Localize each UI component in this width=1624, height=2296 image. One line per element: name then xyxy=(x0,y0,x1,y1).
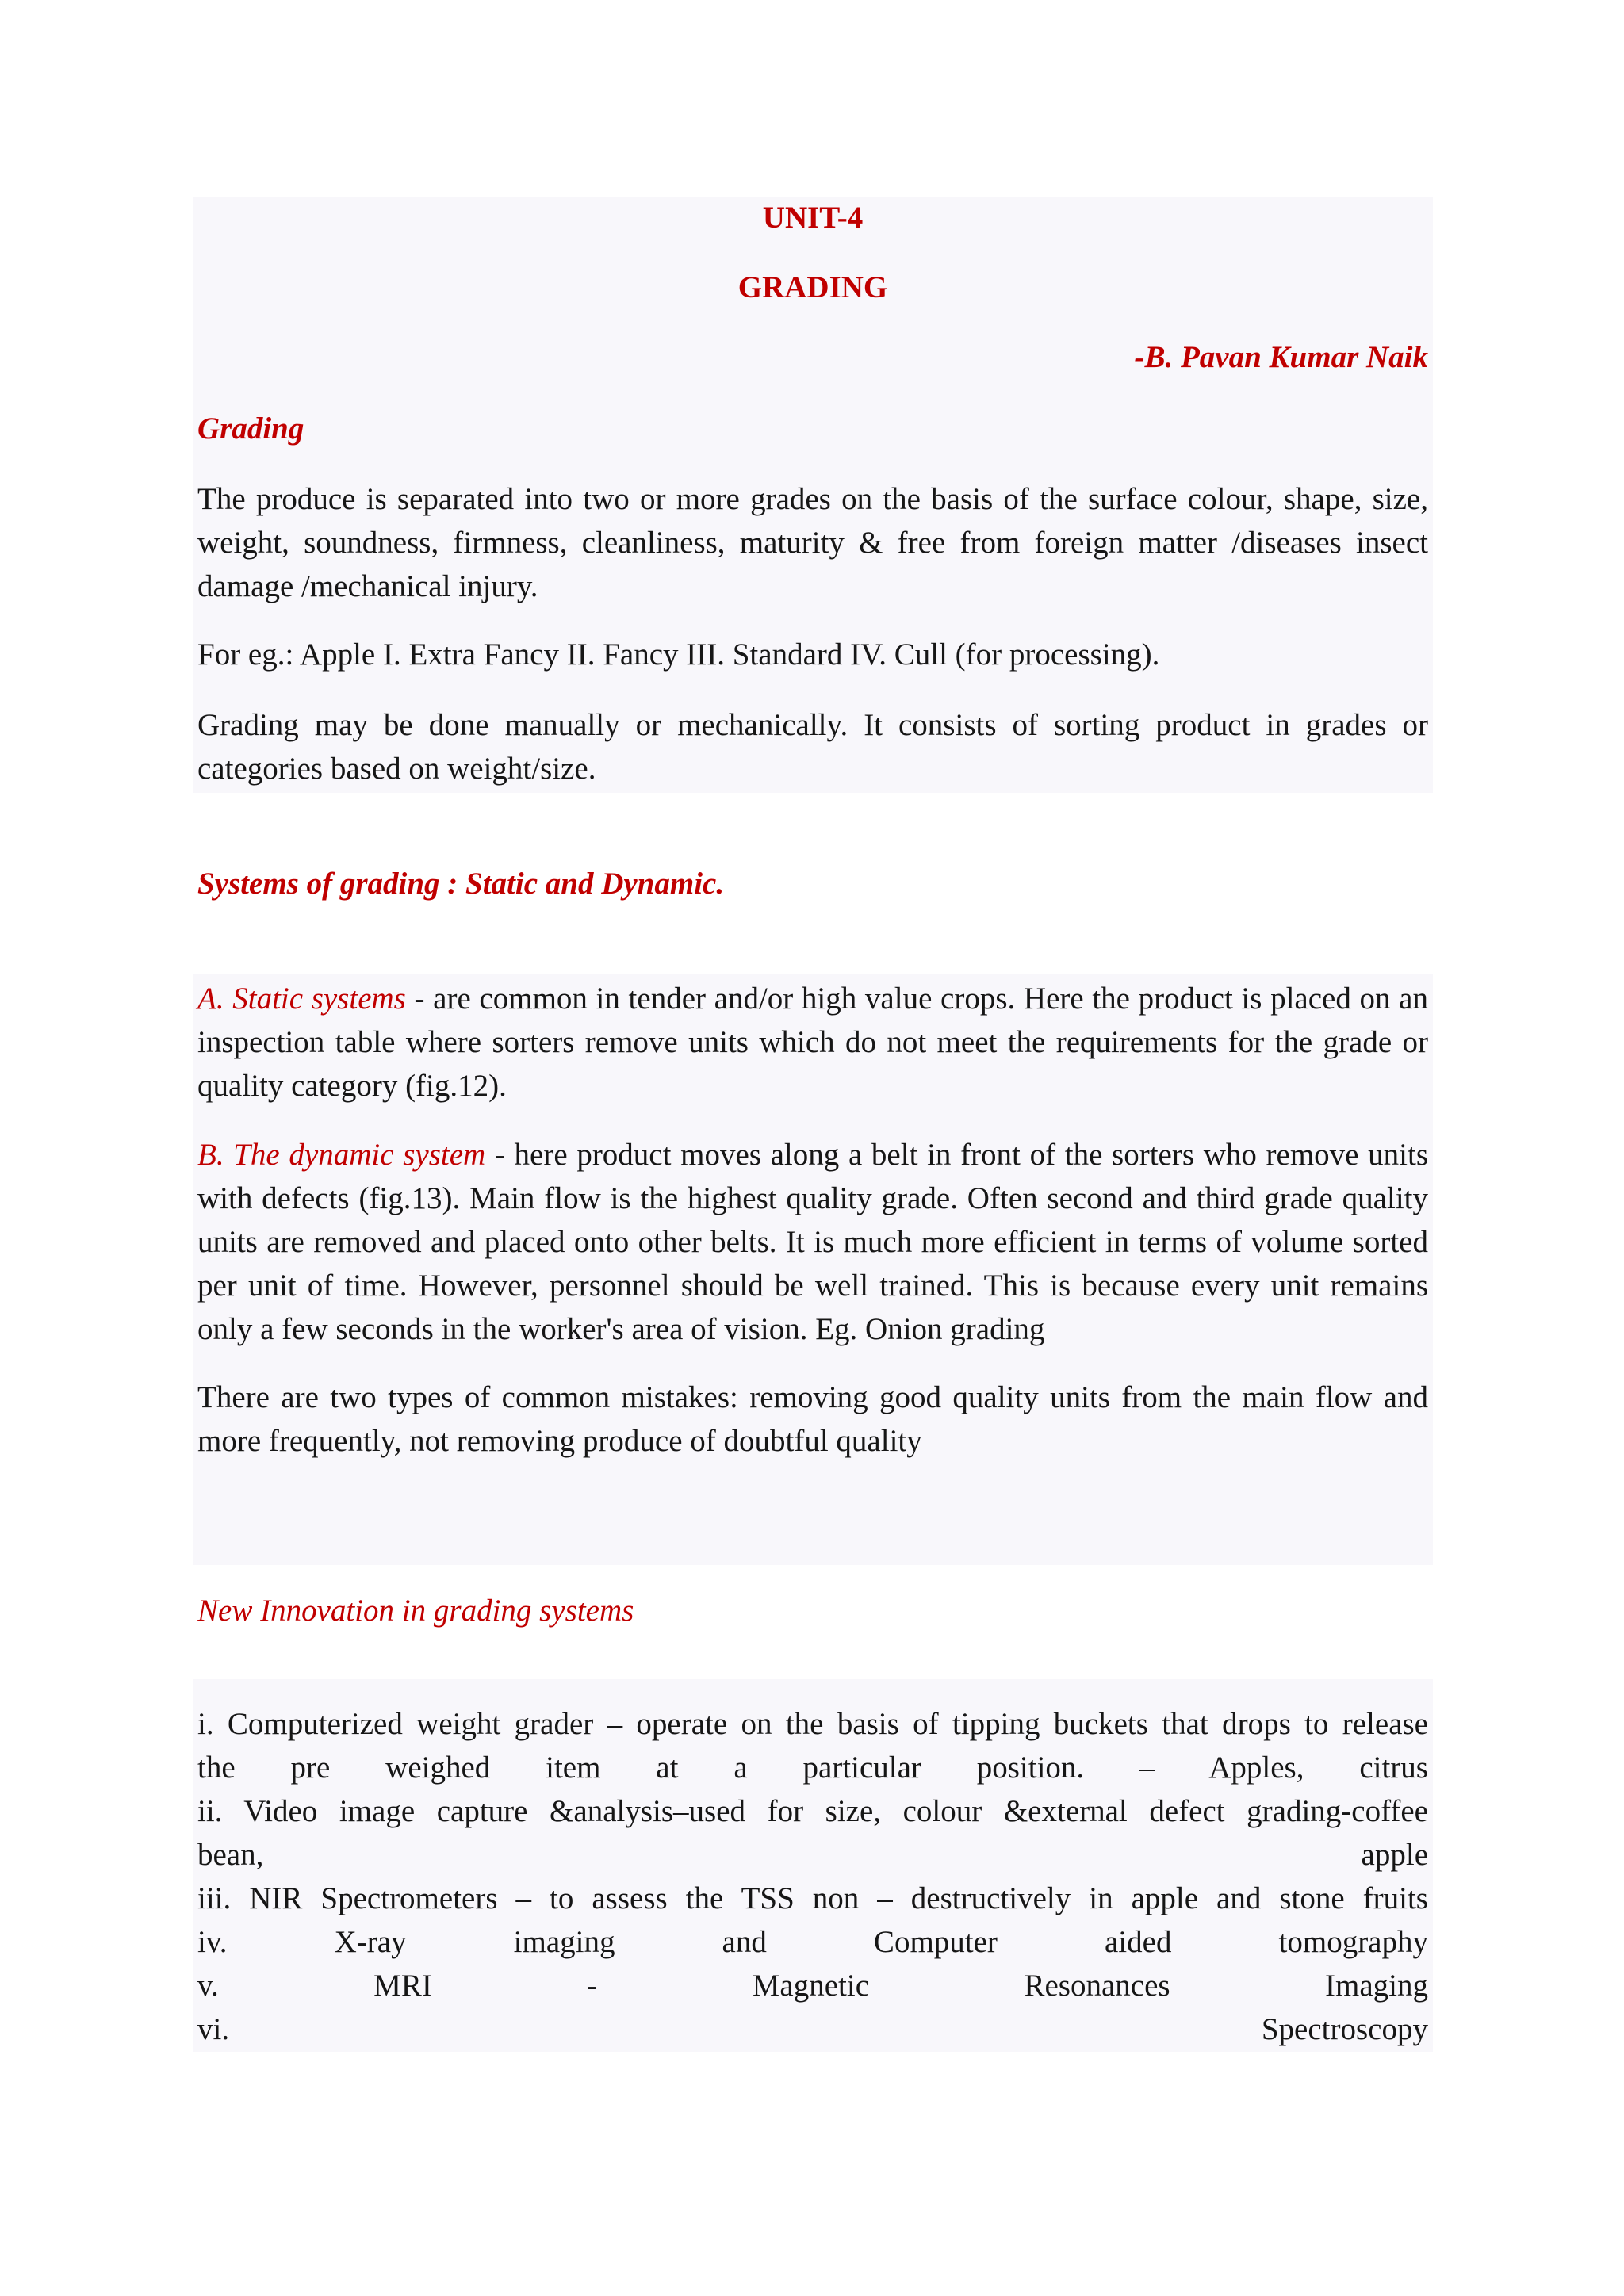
dynamic-system-paragraph xyxy=(197,1133,1428,1351)
mistakes-paragraph: There are two types of common mistakes: removing good quality units from the main flow and more frequently, not removing produce of doubtful quality xyxy=(197,1380,1428,1458)
author-line: -B. Pavan Kumar Naik xyxy=(1134,340,1428,374)
dynamic-system-text: - here product moves along a belt in front of the sorters who remove units with defects (fig.13). Main flow is the highest quality grade. Often second and third grade quality units are removed and placed onto other belts. It is much more efficient in terms of volume sorted per unit of time. However, personnel should be well trained. This is because every unit remains only a few seconds in the worker's area of vision. Eg. Onion grading xyxy=(197,1138,1429,1346)
innovation-line: ii. Video image capture &analysis–used for size, colour &external defect grading-coffee xyxy=(197,1794,1428,1828)
innovation-line: i. Computerized weight grader – operate on the basis of tipping buckets that drops to release xyxy=(197,1707,1428,1741)
dynamic-system-label: B. The dynamic system xyxy=(197,1138,486,1172)
innovation-line: vi. Spectroscopy xyxy=(197,2012,1428,2046)
innovation-line: iii. NIR Spectrometers – to assess the TSS non – destructively in apple and stone fruits xyxy=(197,1881,1428,1915)
grading-definition: The produce is separated into two or more grades on the basis of the surface colour, shape, size, weight, soundness, firmness, cleanliness, maturity & free from foreign matter /diseases insect damage /mechanical injury. xyxy=(197,482,1428,603)
innovation-line: bean, apple xyxy=(197,1838,1428,1872)
grading-example: For eg.: Apple I. Extra Fancy II. Fancy III. Standard IV. Cull (for processing). xyxy=(197,637,1160,672)
systems-heading: Systems of grading : Static and Dynamic. xyxy=(197,867,725,901)
page-title: GRADING xyxy=(737,270,888,304)
static-system-text: - are common in tender and/or high value crops. Here the product is placed on an inspection table where sorters remove units which do not meet the requirements for the grade or quality category (fig.12). xyxy=(197,982,1428,1103)
grading-heading: Grading xyxy=(197,411,304,446)
static-system-label: A. Static systems xyxy=(197,982,406,1016)
innovation-line: iv. X-ray imaging and Computer aided tomography xyxy=(197,1925,1428,1959)
innovation-line: the pre weighed item at a particular position. – Apples, citrus xyxy=(197,1751,1428,1785)
unit-label: UNIT-4 xyxy=(762,201,864,235)
innovation-heading: New Innovation in grading systems xyxy=(197,1594,634,1628)
static-system-paragraph xyxy=(197,977,1428,1108)
innovation-line: v. MRI - Magnetic Resonances Imaging xyxy=(197,1969,1428,2003)
grading-method: Grading may be done manually or mechanically. It consists of sorting product in grades or categories based on weight/size. xyxy=(197,708,1428,786)
